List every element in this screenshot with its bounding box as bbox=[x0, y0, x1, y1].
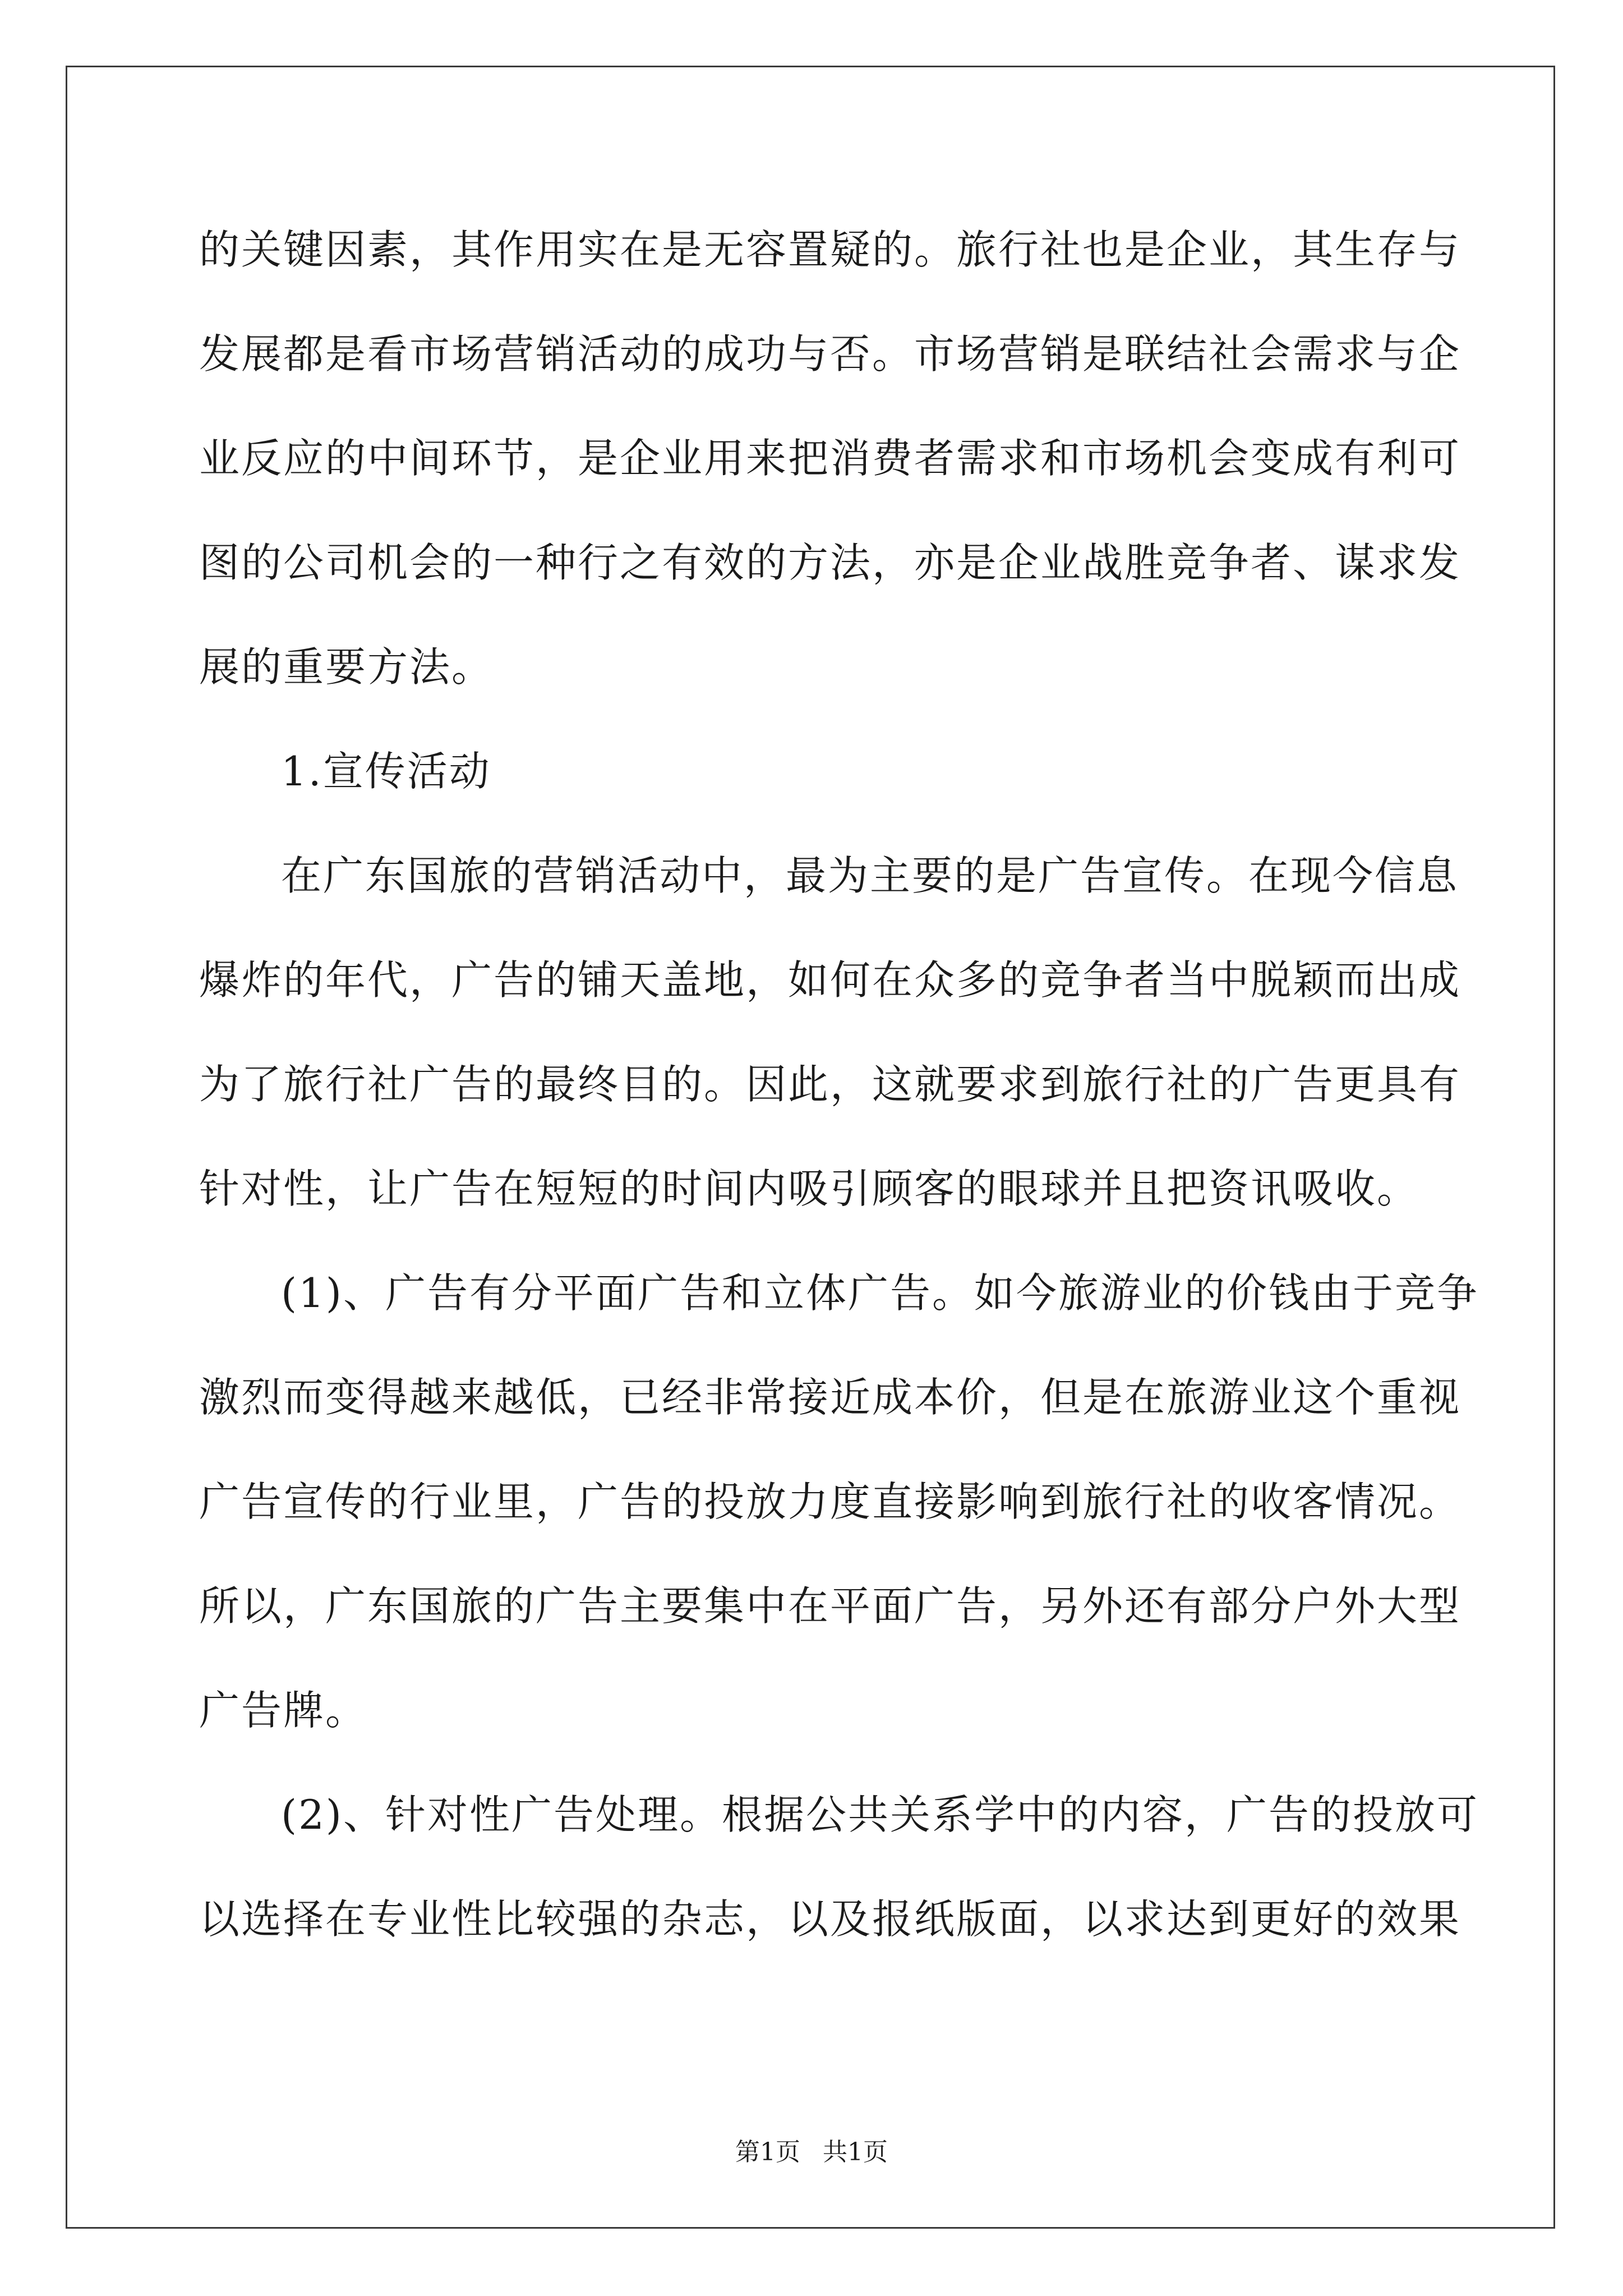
section-heading: 1.宣传活动 bbox=[281, 748, 491, 795]
text-line: 为了旅行社广告的最终目的。因此，这就要求到旅行社的广告更具有 bbox=[199, 1061, 1461, 1108]
text-line: (2)、针对性广告处理。根据公共关系学中的内容，广告的投放可 bbox=[281, 1791, 1479, 1838]
text-line: 广告宣传的行业里，广告的投放力度直接影响到旅行社的收客情况。 bbox=[199, 1478, 1461, 1525]
page-total: 共1页 bbox=[823, 2138, 888, 2166]
text-line: 的关键因素，其作用实在是无容置疑的。旅行社也是企业，其生存与 bbox=[199, 226, 1461, 273]
document-body bbox=[199, 210, 1479, 1984]
text-line: 以选择在专业性比较强的杂志，以及报纸版面，以求达到更好的效果 bbox=[199, 1895, 1461, 1943]
page-number: 第1页 bbox=[735, 2138, 800, 2166]
text-line: 在广东国旅的营销活动中，最为主要的是广告宣传。在现今信息 bbox=[281, 852, 1459, 899]
text-line: 图的公司机会的一种行之有效的方法，亦是企业战胜竞争者、谋求发 bbox=[199, 539, 1461, 586]
text-line: (1)、广告有分平面广告和立体广告。如今旅游业的价钱由于竞争 bbox=[281, 1269, 1479, 1317]
text-line: 广告牌。 bbox=[199, 1687, 368, 1734]
text-line: 业反应的中间环节，是企业用来把消费者需求和市场机会变成有利可 bbox=[199, 435, 1461, 482]
text-line: 爆炸的年代，广告的铺天盖地，如何在众多的竞争者当中脱颖而出成 bbox=[199, 956, 1461, 1004]
text-line: 所以，广东国旅的广告主要集中在平面广告，另外还有部分户外大型 bbox=[199, 1582, 1461, 1630]
text-line: 激烈而变得越来越低，已经非常接近成本价，但是在旅游业这个重视 bbox=[199, 1374, 1461, 1421]
page-footer bbox=[0, 2132, 1623, 2168]
text-line: 展的重要方法。 bbox=[199, 643, 494, 691]
text-line: 针对性，让广告在短短的时间内吸引顾客的眼球并且把资讯吸收。 bbox=[199, 1165, 1419, 1212]
text-line: 发展都是看市场营销活动的成功与否。市场营销是联结社会需求与企 bbox=[199, 330, 1461, 378]
